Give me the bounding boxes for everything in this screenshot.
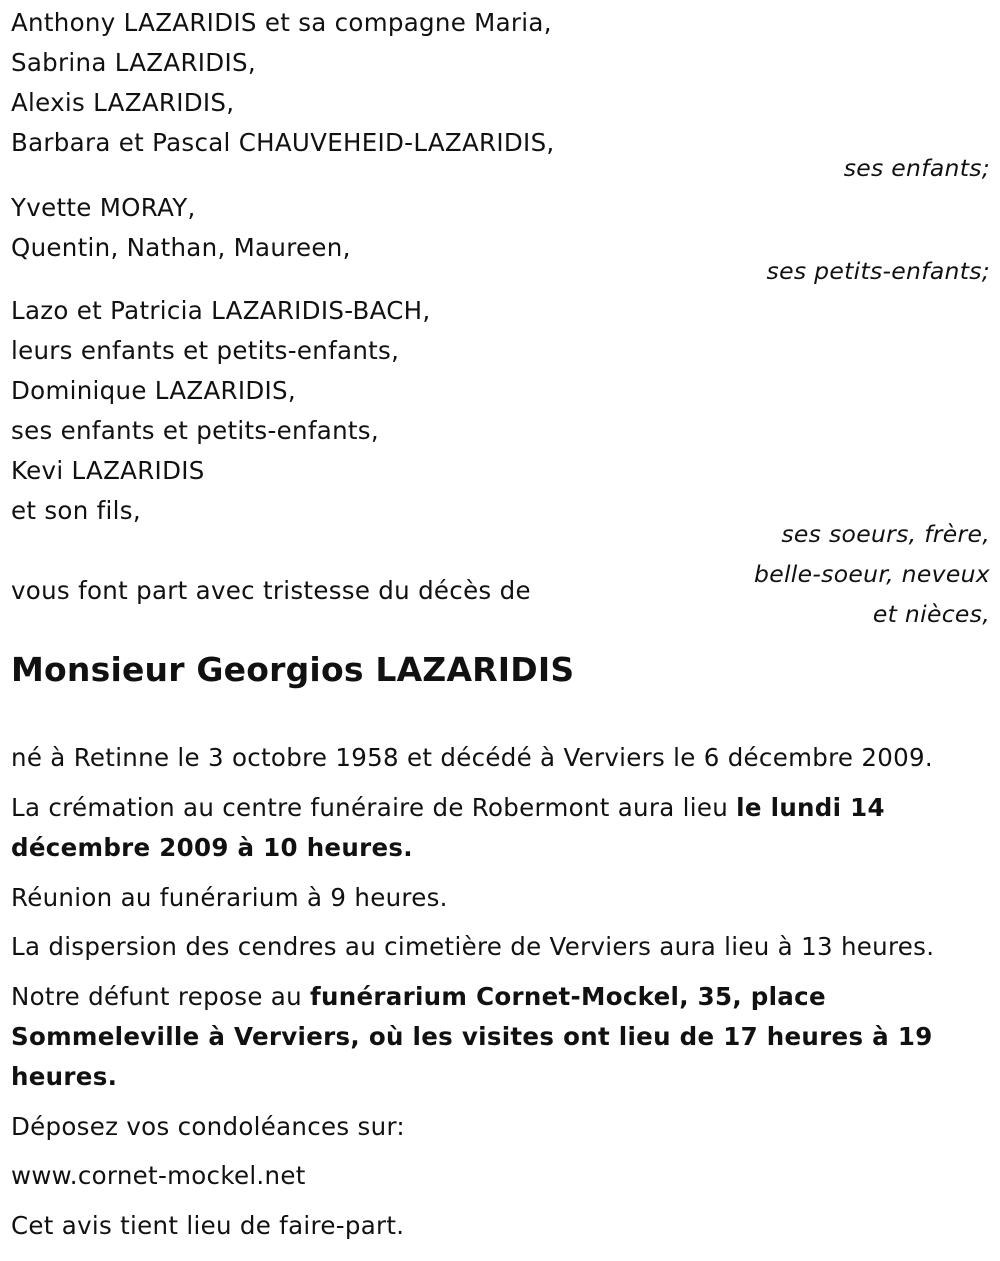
repose-line-1 [11,982,826,1011]
reunion-line: Réunion au funérarium à 9 heures. [11,883,448,912]
sibling-line-4: ses enfants et petits-enfants, [11,416,379,445]
grandchild-line-2: Quentin, Nathan, Maureen, [11,233,351,262]
cremation-prefix: La crémation au centre funéraire de Robermont aura lieu [11,793,737,822]
birth-death-line: né à Retinne le 3 octobre 1958 et décédé à Verviers le 6 décembre 2009. [11,743,934,772]
condolences-label: Déposez vos condoléances sur: [11,1112,405,1141]
relation-siblings-1: ses soeurs, frère, [781,520,990,548]
website-text: www.cornet-mockel.net [11,1161,306,1190]
repose-line-2 [11,1022,933,1051]
child-line-4: Barbara et Pascal CHAUVEHEID-LAZARIDIS, [11,128,555,157]
child-line-2: Sabrina LAZARIDIS, [11,48,256,77]
dispersion-line: La dispersion des cendres au cimetière de Verviers aura lieu à 13 heures. [11,932,935,961]
repose-bold-2: Sommeleville à Verviers, où les visites ont lieu de 17 heures à 19 [11,1022,933,1051]
sibling-line-2: leurs enfants et petits-enfants, [11,336,400,365]
cremation-line-2 [11,833,413,862]
closing-line: Cet avis tient lieu de faire-part. [11,1211,405,1240]
repose-bold-1: funérarium Cornet-Mockel, 35, place [310,982,826,1011]
repose-prefix: Notre défunt repose au [11,982,311,1011]
cremation-date-bold-2: décembre 2009 à 10 heures. [11,833,413,862]
announcement-text: vous font part avec tristesse du décès de [11,576,531,605]
cremation-line-1 [11,793,885,822]
child-line-3: Alexis LAZARIDIS, [11,88,235,117]
child-line-1: Anthony LAZARIDIS et sa compagne Maria, [11,8,552,37]
repose-bold-3: heures. [11,1062,118,1091]
deceased-name: Monsieur Georgios LAZARIDIS [11,650,575,689]
sibling-line-3: Dominique LAZARIDIS, [11,376,296,405]
grandchild-line-1: Yvette MORAY, [11,193,196,222]
cremation-date-bold-1: le lundi 14 [736,793,885,822]
repose-line-3 [11,1062,117,1091]
sibling-line-1: Lazo et Patricia LAZARIDIS-BACH, [11,296,431,325]
relation-siblings-2: belle-soeur, neveux [753,560,990,588]
sibling-line-6: et son fils, [11,496,141,525]
relation-siblings-3: et nièces, [872,600,990,628]
relation-grandchildren: ses petits-enfants; [766,257,990,285]
relation-children: ses enfants; [843,154,990,182]
sibling-line-5: Kevi LAZARIDIS [11,456,205,485]
